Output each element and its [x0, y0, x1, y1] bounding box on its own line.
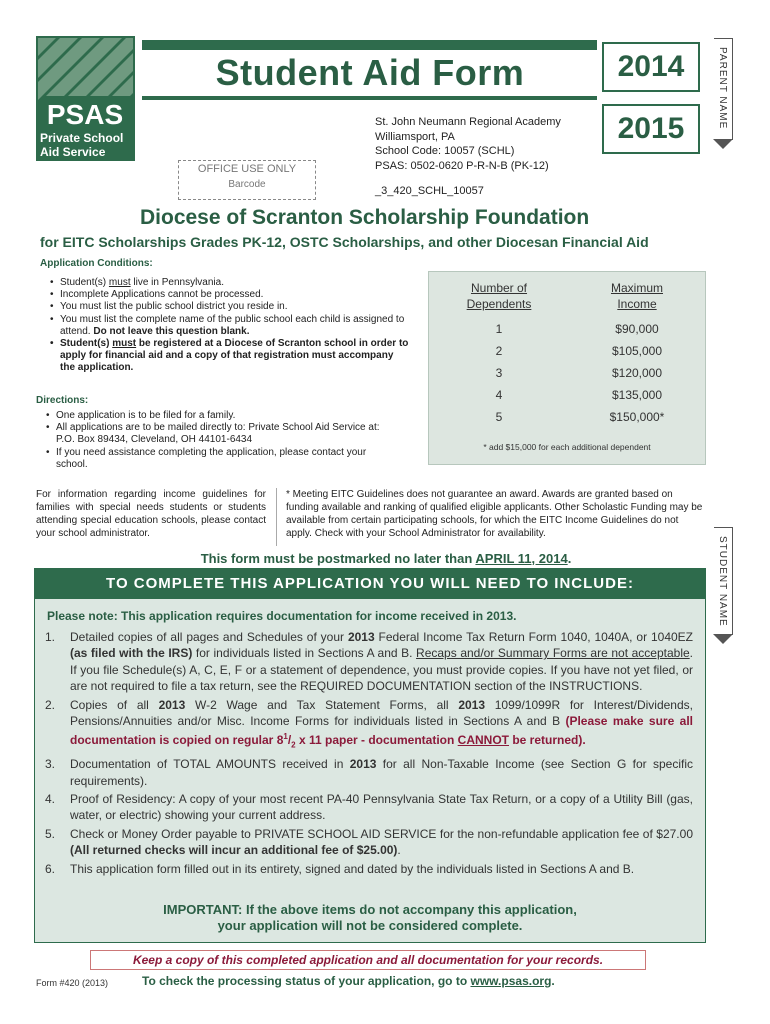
table-cell: 3 [495, 366, 503, 380]
psas-code: PSAS: 0502-0620 P-R-N-B (PK-12) [375, 159, 549, 172]
requirements-box [34, 568, 706, 943]
list-item: 1. Detailed copies of all pages and Schedules of your 2013 Federal Income Tax Return Form 1040, 1040A, or 1040EZ (as filed with the IRS) for individuals listed in Sections A and B. Recaps and/or Summary Forms are not acceptable. If you file Schedule(s) A, C, E, F or a statement of dependence, you must provide copies. If you have not yet filed, or are not required to file a tax return, see the REQUIRED DOCUMENTATION section of the INSTRUCTIONS. [45, 630, 694, 694]
table-cell: 4 [495, 388, 503, 402]
parent-name-label: PARENT NAME [717, 47, 728, 130]
header-bar-top [142, 40, 597, 50]
list-item: • Student(s) must live in Pennsylvania. [50, 277, 410, 289]
header-bar-mid [142, 96, 597, 100]
table-footnote: * add $15,000 for each additional dependent [483, 442, 651, 452]
school-info [375, 115, 561, 173]
diocese-title: Diocese of Scranton Scholarship Foundation [140, 206, 590, 229]
list-item: • One application is to be filed for a family. [46, 410, 396, 422]
list-item: 4. Proof of Residency: A copy of your most recent PA-40 Pennsylvania State Tax Return, or a copy of a Utility Bill (gas, water, or electric) showing your current address. [45, 792, 693, 823]
income-header-2: Income [617, 297, 657, 311]
school-code: School Code: 10057 (SCHL) [375, 145, 515, 157]
table-cell: $150,000* [609, 410, 665, 424]
list-item: • Student(s) must be registered at a Diocese of Scranton school in order to apply for financial aid and a copy of that registration must accompany the application. [50, 338, 410, 375]
income-header-1: Maximum [610, 281, 663, 295]
office-use-box [178, 160, 316, 200]
page-title: Student Aid Form [215, 52, 525, 93]
table-cell: $90,000 [615, 322, 659, 336]
student-name-label: STUDENT NAME [717, 536, 728, 627]
psas-website-link[interactable]: www.psas.org [470, 974, 552, 988]
year-box-2015: 2015 [602, 104, 700, 154]
directions-list [46, 410, 396, 471]
income-guidelines-table [428, 271, 706, 465]
logo-line2: Aid Service [40, 145, 106, 159]
list-item: • You must list the public school district you reside in. [50, 301, 410, 313]
logo-text: PSAS [46, 99, 124, 130]
divider [276, 488, 277, 546]
table-cell: $135,000 [611, 388, 663, 402]
form-code: _3_420_SCHL_10057 [375, 185, 484, 197]
school-name: St. John Neumann Regional Academy [375, 116, 561, 128]
office-use-label: OFFICE USE ONLY [197, 163, 297, 175]
table-cell: $105,000 [611, 344, 663, 358]
school-city: Williamsport, PA [375, 130, 455, 143]
requirements-list [45, 629, 693, 879]
requirements-heading: TO COMPLETE THIS APPLICATION YOU WILL NEED TO INCLUDE: [35, 569, 705, 599]
conditions-heading: Application Conditions: [40, 258, 153, 269]
conditions-list [50, 277, 410, 375]
keep-copy-notice: Keep a copy of this completed application and all documentation for your records. [90, 950, 646, 970]
list-item: • Incomplete Applications cannot be processed. [50, 289, 410, 301]
table-cell: 1 [495, 322, 503, 336]
postmark-date: APRIL 11, 2014 [475, 551, 568, 566]
table-cell: 5 [495, 410, 503, 424]
list-item: • If you need assistance completing the application, please contact your school. [46, 447, 396, 471]
check-status-text: To check the processing status of your application, go to www.psas.org. [142, 974, 555, 988]
list-item: 2. Copies of all 2013 W-2 Wage and Tax Statement Forms, all 2013 1099/1099R for Interest/Dividends, Pensions/Annuities and/or Misc. Income Forms for individuals listed in Sections A and B (Please make sure all documentation is copied on regular $8^1/_2$ x 11 paper - documentation CANNOT be returned). [45, 697, 693, 750]
list-item: • All applications are to be mailed directly to: Private School Aid Service at: P.O. Box 89434, Cleveland, OH 44101-6434 [46, 422, 396, 446]
dependents-header-1: Number of [470, 281, 528, 295]
year-box-2014: 2014 [602, 42, 700, 92]
dependents-header-2: Dependents [466, 297, 532, 311]
important-notice: IMPORTANT: If the above items do not accompany this application, your application will not be considered complete. [163, 902, 577, 933]
postmark-deadline: This form must be postmarked no later than APRIL 11, 2014. [200, 551, 572, 566]
subtitle: for EITC Scholarships Grades PK-12, OSTC Scholarships, and other Diocesan Financial Aid [40, 234, 649, 250]
directions-heading: Directions: [36, 395, 89, 406]
barcode-label: Barcode [228, 179, 266, 190]
student-tab-arrow-icon [713, 634, 733, 644]
table-cell: 2 [495, 344, 503, 358]
list-item: 6. This application form filled out in its entirety, signed and dated by the individuals listed in Sections A and B. [45, 861, 635, 876]
table-cell: $120,000 [611, 366, 663, 380]
list-item: 5. Check or Money Order payable to PRIVATE SCHOOL AID SERVICE for the non-refundable application fee of $27.00 (All returned checks will incur an additional fee of $25.00). [45, 826, 693, 858]
eitc-note: * Meeting EITC Guidelines does not guarantee an award. Awards are granted based on funding available and ranking of qualified eligible applicants. Other Scholastic Funding may be available from certain participating schools, for which the EITC Income Guidelines do not apply. Check with your School Administrator for availability. [286, 489, 703, 539]
list-item: 3. Documentation of TOTAL AMOUNTS received in 2013 for all Non-Taxable Income (see Section G for specific requirements). [45, 757, 693, 788]
special-ed-note: For information regarding income guidelines for families with special needs students or students attending special education schools, please contact your school administrator. [36, 489, 266, 539]
parent-tab-arrow-icon [713, 139, 733, 149]
parent-name-tab [714, 38, 733, 140]
logo-line1: Private School [40, 131, 124, 145]
dependents-column [429, 280, 569, 428]
student-name-tab [714, 527, 733, 635]
list-item: • You must list the complete name of the public school each child is assigned to attend. Do not leave this question blank. [50, 314, 410, 338]
psas-logo [36, 36, 135, 161]
income-column [569, 280, 705, 428]
please-note: Please note: This application requires documentation for income received in 2013. [47, 609, 517, 623]
form-number: Form #420 (2013) [36, 978, 109, 988]
